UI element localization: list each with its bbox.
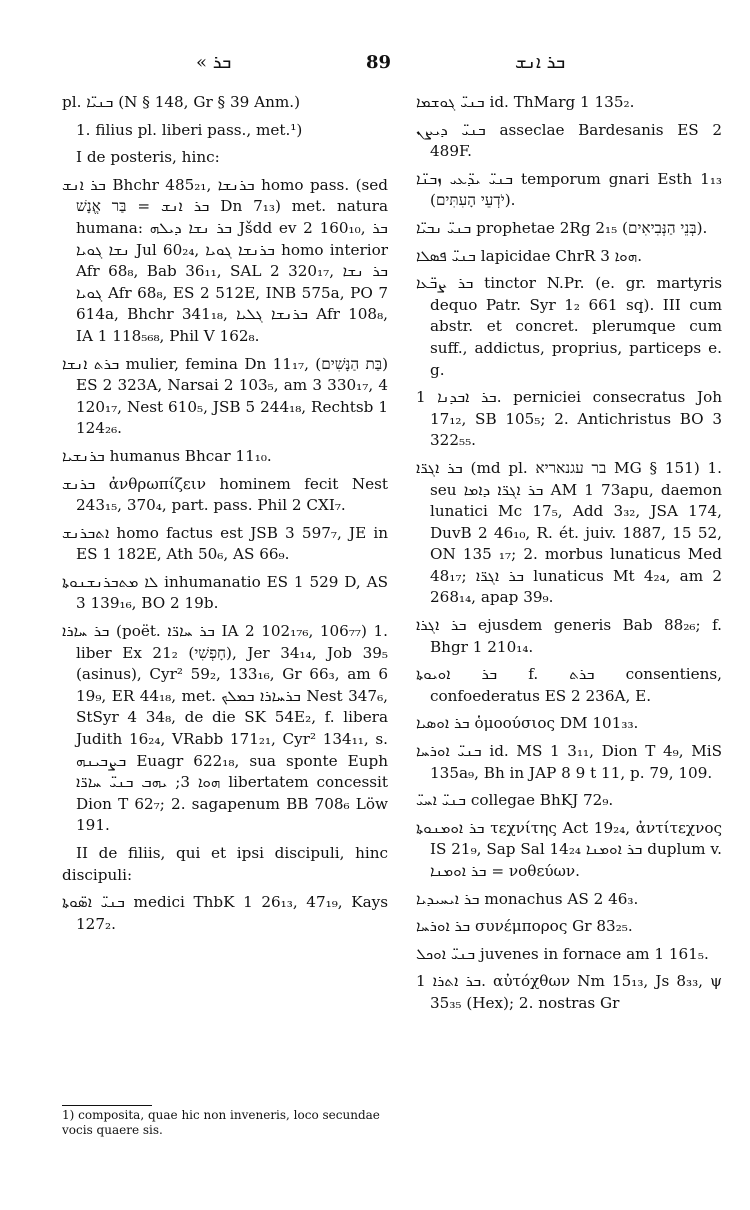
- running-header: [0, 52, 750, 82]
- dictionary-entry: I de posteris, hinc:: [76, 148, 220, 167]
- header-left-catchword: « ܒܪ: [196, 52, 232, 73]
- dictionary-entry: ܒܢܝ̈ ܕܝܨܢ asseclae Bardesanis ES 2 489F.: [416, 120, 722, 161]
- dictionary-entry: ܒܪ ܐܢܫ Bhchr 485₂₁, ܒܪܢܫܐ homo pass. (sed ܒܪ ܐܢܫ = בַּר אֱנָשׁ Dn 7₁₃) met. natura humana: ܒܪ ܢܫܐ ܕܝܠܗ Jšdd ev 2 160₁₀, ܒܪ ܢܫܐ ܓܘܝܐ Jul 60₂₄, ܒܪܢܫܐ ܓܘܝܐ homo interior Afr 68₈, Bab 36₁₁, SAL 2 320₁₇, ܒܪ ܢܫܐ ܓܘܝܐ Afr 68₈, ES 2 512E, INB 575a, PO 7 614a, Bhchr 341₁₈, ܒܪܢܫܐ ܓܠܝܐ Afr 108₈, IA 1 118₅₆₈, Phil V 162₈.: [62, 175, 389, 345]
- dictionary-entry: ܒܪ ܐܬܪܐ 1. αὐτόχθων Nm 15₁₃, Js 8₃₃, ψ 35₃₅ (Hex); 2. nostras Gr: [416, 972, 722, 1012]
- dictionary-entry: ܒܪ ܐܘܣܝܐ ὁμοούσιος DM 101₃₃.: [416, 714, 639, 733]
- dictionary-entry: ܒܢܝ̈ ܐܘܟܠ juvenes in fornace am 1 161₅.: [416, 944, 709, 963]
- dictionary-entry: ܒܪܬ ܐܢܫܐ mulier, femina Dn 11₁₇, (בַּת הַנָּשִׁים) ES 2 323A, Narsai 2 103₅, am 3 330₁₇, 4 120₁₇, Nest 610₅, JSB 5 244₁₈, Rechtsb 1 124₂₆.: [62, 354, 388, 438]
- dictionary-entry: ܒܪ ܐܓܪܐ ejusdem generis Bab 88₂₆; f. Bhgr 1 210₁₄.: [416, 616, 722, 656]
- dictionary-entry: pl. ܒܢܝ̈ܐ (N § 148, Gr § 39 Anm.): [62, 93, 301, 111]
- footnote: 1) composita, quae hic non inveneris, loco secundae vocis quaere sis.: [62, 1108, 380, 1137]
- dictionary-entry: ܐܬܒܪܢܫ homo factus est JSB 3 597₇, JE in ES 1 182E, Ath 50₆, AS 66₉.: [62, 523, 388, 564]
- dictionary-entry: ܒܢܝ̈ ܝܕ̈ܥܝ ܙܒܢ̈ܐ temporum gnari Esth 1₁₃ (יֹדְעֵי הָעִתִּים).: [416, 169, 722, 210]
- dictionary-entry: II de filiis, qui et ipsi discipuli, hinc discipuli:: [62, 844, 388, 884]
- dictionary-entry: ܒܪܢܫ ἀνθρωπίζειν hominem fecit Nest 243₁₅, 370₄, part. pass. Phil 2 CXI₇.: [62, 474, 388, 515]
- dictionary-entry: ܒܢܝ̈ ܦܣܠܐ lapicidae ChrR ܗܘܐ 3.: [416, 246, 643, 265]
- dictionary-entry: 1. filius pl. liberi pass., met.¹): [76, 120, 303, 139]
- dictionary-entry: ܒܢܝ̈ ܓܘܫܡܐ id. ThMarg 1 135₂.: [416, 93, 635, 111]
- left-column: [62, 92, 388, 941]
- dictionary-entry: ܒܪ ܐܘܡܢܘܬܐ τεχνίτης Act 19₂₄, ἀντίτεχνος IS 21₉, Sap Sal 14₂₄ ܒܪ ܐܘܡܢܐ duplum v. ܒܪ ܐܘܡܢܐ = νοθεύων.: [416, 818, 722, 880]
- dictionary-entry: ܒܢܝ̈ ܐܚܝ̈ collegae BhKJ 72₉.: [416, 791, 614, 810]
- dictionary-entry: ܒܪ ܚܐܪܐ (poët. ܒܪ ܚܐܪ̈ܐ IA 2 102₁₇₆, 106₇₇) 1. liber Ex 21₂ (חָפְשִׁי), Jer 34₁₄, Job 39₅ (asinus), Cyr² 59₂, 133₁₆, Gr 66₃, am 6 19₉, ER 44₁₈, met. ܒܪܚܐܪܐ ܒܡܠܟ Nest 347₆, StSyr 4 34₈, de die SK 54E₂, f. libera Judith 16₂₄, VRabb 171₂₁, Cyr² 134₁₁, s. ܒܨܒܝܢܗ Euagr 622₁₈, sua sponte Euph ܗܘܐ 3; ܝܗܒ ܒܢܝ̈ ܚܐܪ̈ܐ libertatem concessit Dion T 62₇; 2. sagapenum BB 708₆ Löw 191.: [62, 622, 389, 835]
- right-column: [416, 92, 722, 1021]
- dictionary-entry: ܒܪ ܐܒܕܢܐ 1. perniciei consecratus Joh 17₁₂, SB 105₅; 2. Antichristus BO 3 322₅₅.: [416, 388, 723, 450]
- page-number: 89: [366, 52, 392, 73]
- dictionary-entry: ܒܪ ܨܒ̈ܥܐ tinctor N.Pr. (e. gr. martyris dequo Patr. Syr 1₂ 661 sq). III cum abstr. et concret. plerumque cum suff., addictus, proprius, particeps e. g.: [416, 274, 722, 379]
- header-right-catchword: ܒܪ ܐܢܫ: [515, 52, 566, 73]
- dictionary-entry: ܒܪ ܐܓܪ̈ܐ (md pl. בר עגנאריא MG § 151) 1. seu ܒܪ ܐܓܪ̈ܐ ܕܐܡܐ AM 1 73apu, daemon lunatici Mc 17₅, Add 3₃₂, JSA 174, DuvB 2 46₁₀, R. ét. juiv. 1887, 15 52, ON 135 ₁₇; 2. morbus lunaticus Med 48₁₇; ܒܪ ܐܓܪ̈ܐ lunaticus Mt 4₂₄, am 2 268₁₄, apap 39₉.: [416, 458, 722, 607]
- dictionary-entry: ܒܪܢܫܝܐ humanus Bhcar 11₁₀.: [62, 446, 272, 465]
- dictionary-entry: ܒܪ ܐܘܝܘܬܐ f. ܒܪܬ consentiens, confoederatus ES 2 236A, E.: [416, 665, 722, 705]
- dictionary-entry: ܒܢܝ̈ ܐܘܪܚܐ id. MS 1 3₁₁, Dion T 4₉, MiS 135a₉, Bh in JAP 8 9 t 11, p. 79, 109.: [416, 742, 723, 782]
- dictionary-entry: ܒܪ ܐܘܪܚܐ συνέμπορος Gr 83₂₅.: [416, 917, 633, 936]
- footnote-divider: [62, 1105, 152, 1106]
- dictionary-entry: ܠܐ ܡܬܒܪܢܫܢܘܬܐ inhumanatio ES 1 529 D, AS 3 139₁₆, BO 2 19b.: [62, 572, 388, 613]
- dictionary-entry: ܒܢܝ̈ ܢܒܝ̈ܐ prophetae 2Rg 2₁₅ (בְּנֵי הַנְּבִיאִים).: [416, 218, 708, 237]
- dictionary-entry: ܒܪ ܐܝܚܝܕܝܐ monachus AS 2 46₃.: [416, 889, 639, 908]
- dictionary-entry: ܒܢܝ̈ ܐܣ̈ܘܬܐ medici ThbK 1 26₁₃, 47₁₉, Kays 127₂.: [62, 893, 389, 933]
